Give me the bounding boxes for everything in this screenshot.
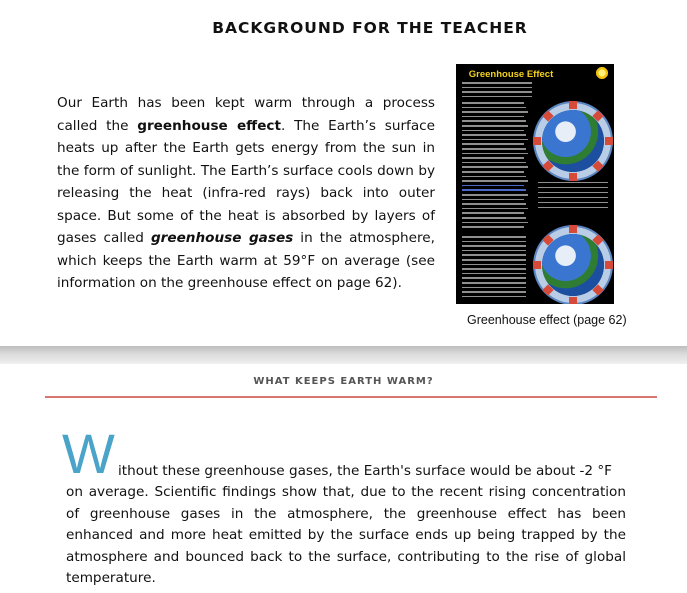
figure-text-line (462, 189, 526, 191)
figure-text-line (462, 125, 528, 127)
figure-text-line (462, 254, 526, 256)
figure-text-line (538, 192, 608, 193)
figure-text-line (462, 185, 524, 187)
section-heading: WHAT KEEPS EARTH WARM? (253, 376, 434, 387)
figure-text-line (462, 194, 528, 196)
figure-text-line (462, 273, 526, 275)
intro-paragraph (57, 92, 435, 295)
figure-text-line (462, 250, 526, 252)
figure-text-line (462, 82, 532, 84)
body-first-line: ithout these greenhouse gases, the Earth's surface would be about -2 °F (118, 463, 612, 479)
term-greenhouse-gases: greenhouse gases (150, 230, 294, 246)
figure-text-line (462, 107, 526, 109)
figure-title: Greenhouse Effect (468, 69, 554, 80)
greenhouse-effect-figure (456, 64, 614, 304)
intro-text-3: in the atmosphere, which keeps the Earth warm at 59°F on average (see information on the greenhouse effect on page 62). (57, 230, 435, 291)
heat-arrow-icon (569, 225, 577, 233)
heat-arrow-icon (533, 137, 541, 145)
figure-text-line (462, 199, 524, 201)
figure-text-line (462, 222, 528, 224)
term-greenhouse-effect: greenhouse effect (137, 117, 281, 134)
figure-text-line (462, 157, 524, 159)
figure-text-line (462, 296, 526, 298)
heat-arrow-icon (593, 285, 604, 296)
heat-arrow-icon (593, 161, 604, 172)
intro-text-2: . The Earth’s surface heats up after the Earth gets energy from the sun in the form of sunlight. The Earth’s surface cools down by releasing the heat (infra-red rays) back into outer space. But some of the heat is absorbed by layers of gases called (57, 117, 435, 246)
heat-arrow-icon (605, 261, 613, 269)
figure-text-line (462, 139, 528, 141)
sun-icon (595, 66, 609, 80)
figure-text-line (462, 277, 526, 279)
figure-text-line (462, 282, 526, 284)
figure-text-line (538, 182, 608, 183)
figure-text-line (462, 91, 532, 93)
figure-text-line (538, 202, 608, 203)
figure-text-line (462, 287, 526, 289)
figure-text-line (462, 176, 526, 178)
heat-arrow-icon (605, 137, 613, 145)
figure-text-line (462, 153, 528, 155)
figure-text-line (538, 197, 608, 198)
figure-text-line (462, 111, 528, 113)
heat-arrow-icon (569, 173, 577, 181)
figure-text-line (462, 116, 524, 118)
figure-text-line (538, 187, 608, 188)
figure-text-line (462, 130, 524, 132)
heat-arrow-icon (533, 261, 541, 269)
figure-text-line (462, 208, 528, 210)
figure-text-line (462, 264, 526, 266)
page-divider (0, 346, 687, 364)
figure-text-line (462, 217, 526, 219)
heat-arrow-icon (569, 297, 577, 304)
heat-arrow-icon (569, 101, 577, 109)
figure-text-line (462, 102, 524, 104)
figure-text-line (462, 96, 532, 98)
figure-text-line (462, 226, 524, 228)
figure-text-line (462, 148, 526, 150)
figure-text-line (462, 245, 526, 247)
figure-text-line (538, 207, 608, 208)
body-paragraph: on average. Scientific findings show that, due to the recent rising concentration of greenhouse gases in the atmosphere, the greenhouse effect has been enhanced and more heat emitted by the surface ends up being trapped by the atmosphere and bounced back to the surface, contributing to the rise of global temperature. (66, 484, 626, 586)
figure-text-line (462, 241, 526, 243)
figure-text-line (462, 268, 526, 270)
page-title: BACKGROUND FOR THE TEACHER (212, 19, 528, 37)
figure-text-line (462, 236, 526, 238)
figure-text-line (462, 203, 526, 205)
figure-text-line (462, 134, 526, 136)
figure-text-line (462, 171, 524, 173)
drop-cap: W (62, 422, 115, 485)
figure-text-line (462, 87, 532, 89)
figure-text-line (462, 120, 526, 122)
figure-text-line (462, 212, 524, 214)
figure-text-line (462, 180, 528, 182)
figure-text-line (462, 291, 526, 293)
section-rule (45, 396, 657, 398)
figure-text-line (462, 162, 526, 164)
figure-text-line (462, 166, 528, 168)
figure-text-line (462, 143, 524, 145)
intro-text-1: Our Earth has been kept warm through a process called the (57, 95, 435, 134)
figure-text-line (462, 259, 526, 261)
figure-caption: Greenhouse effect (page 62) (467, 313, 627, 327)
